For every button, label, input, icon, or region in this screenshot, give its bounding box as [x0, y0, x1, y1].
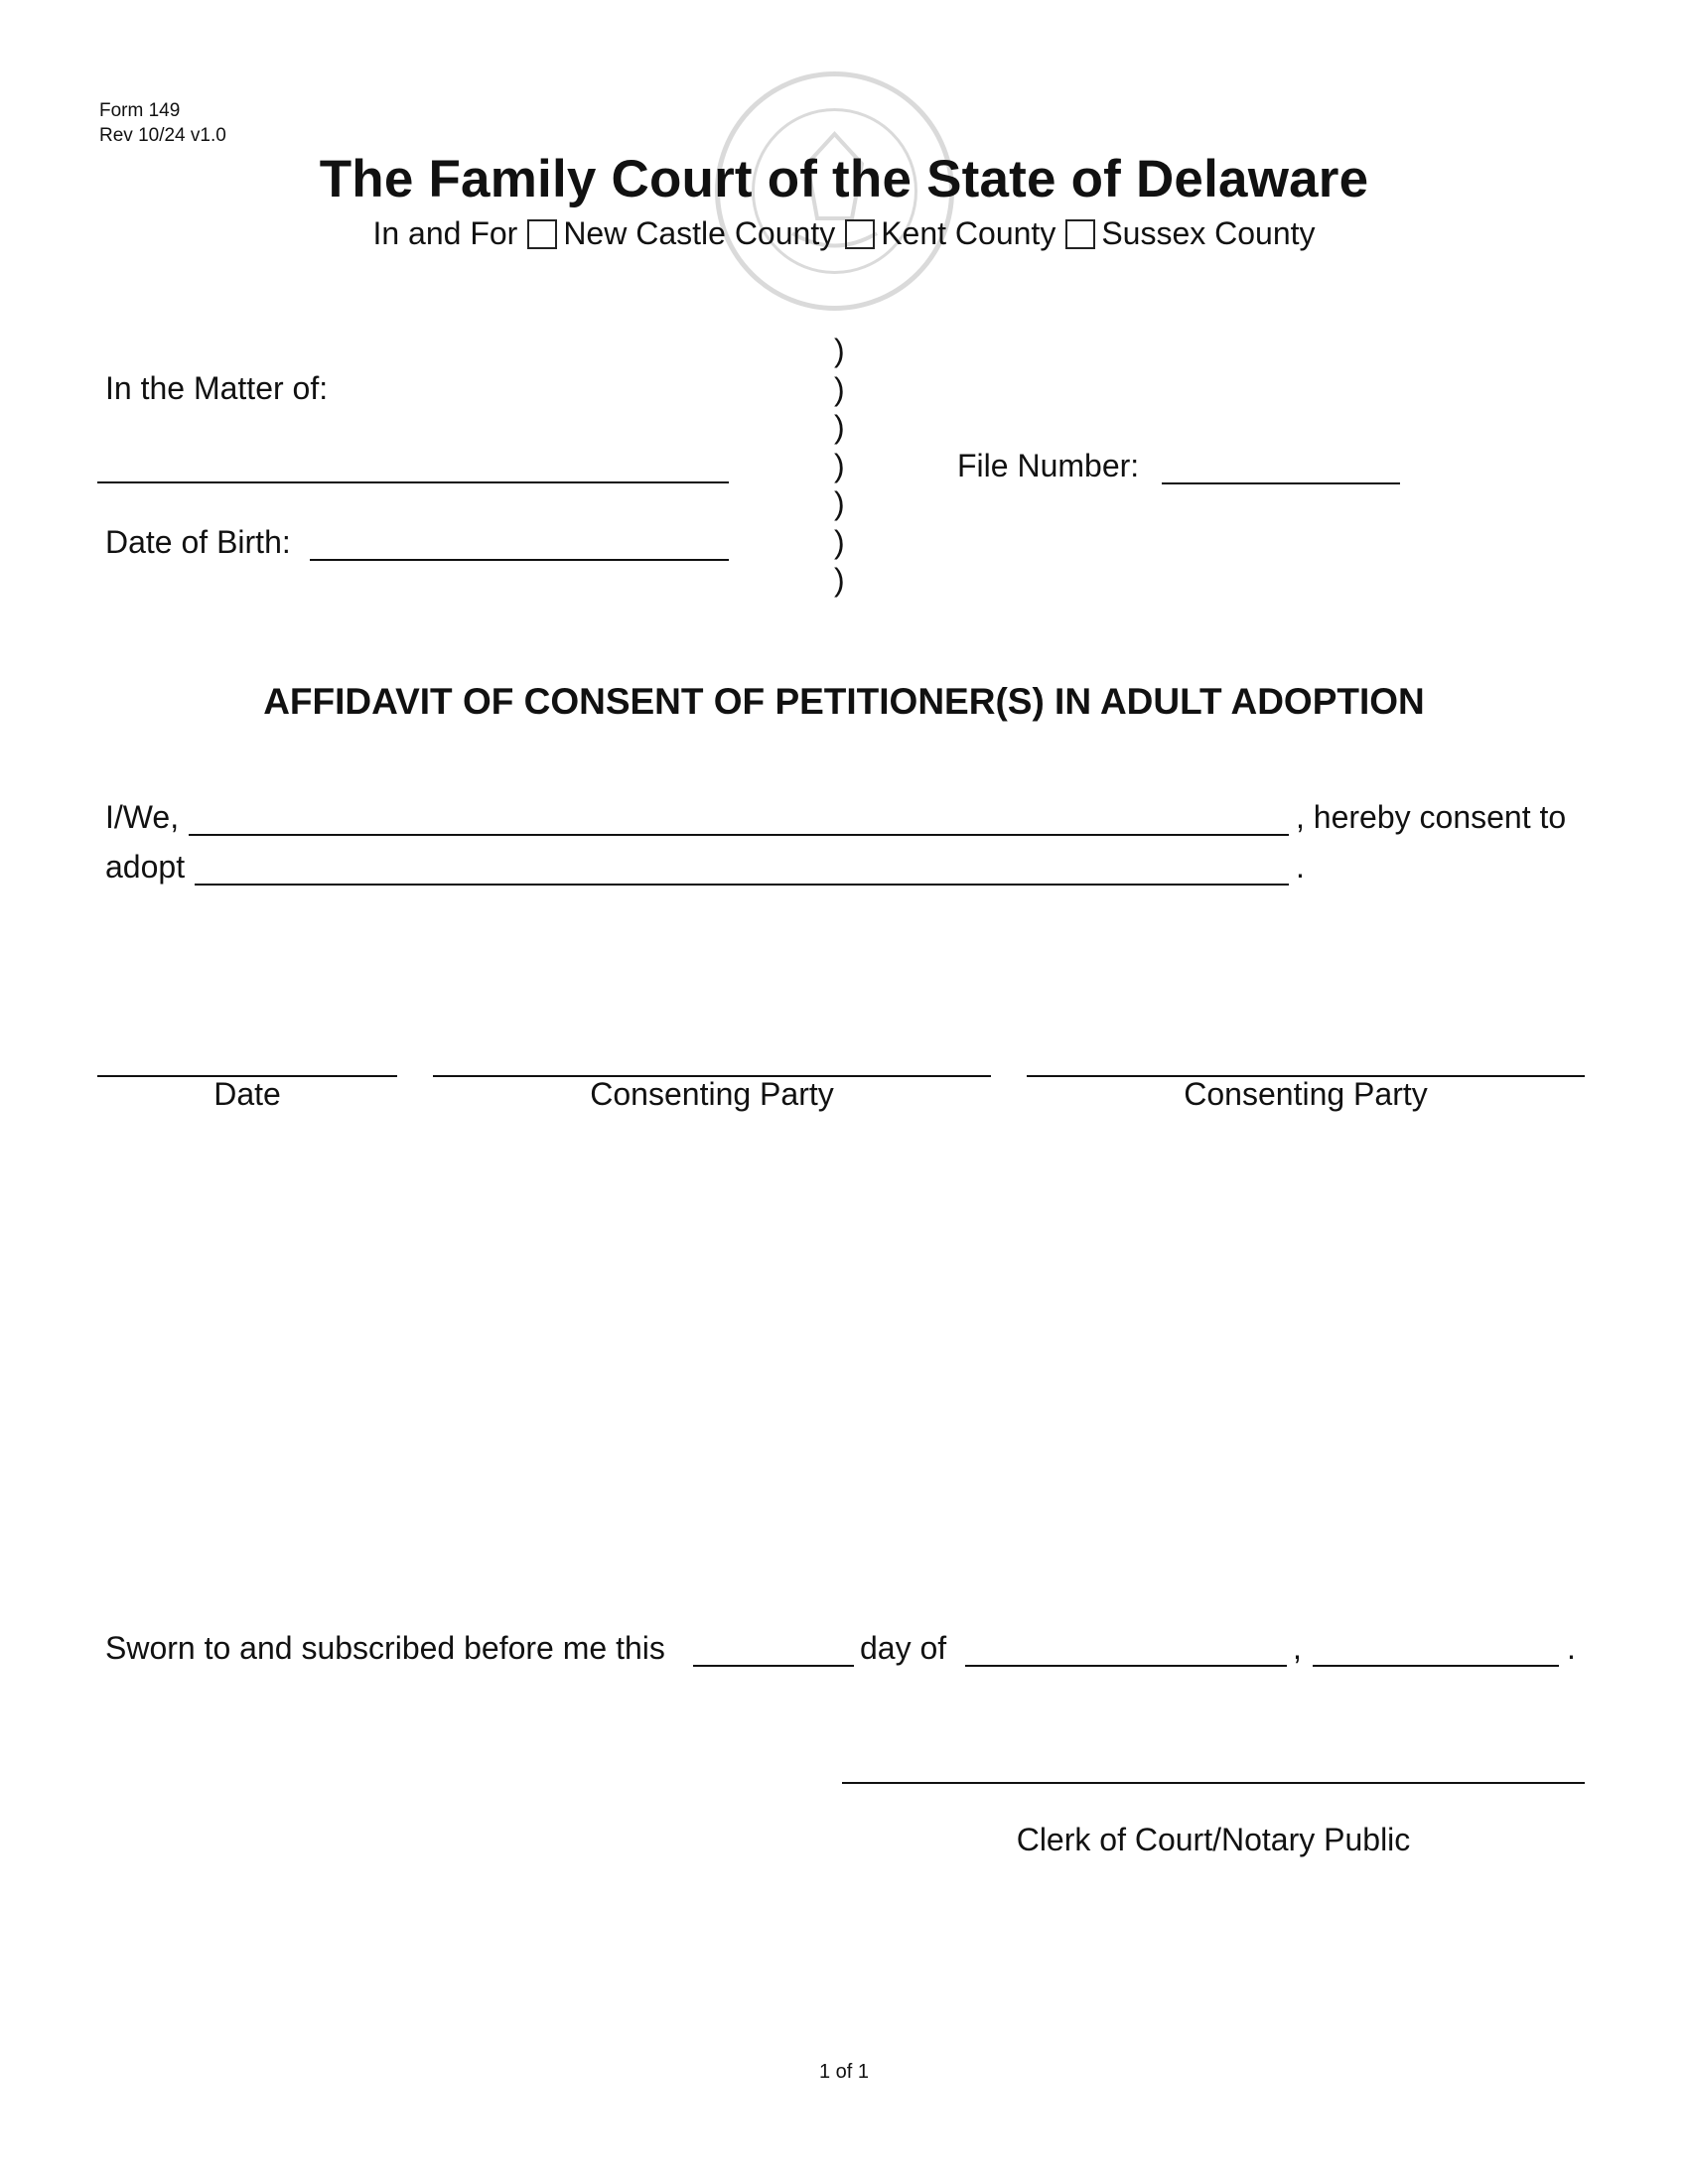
file-number-field[interactable]: [1162, 482, 1400, 484]
adopt-label: adopt: [105, 849, 186, 885]
page-number: 1 of 1: [818, 2061, 870, 2083]
adoptee-name-field[interactable]: [195, 884, 1289, 886]
sworn-day-field[interactable]: [693, 1665, 854, 1667]
clerk-signature-line[interactable]: [842, 1782, 1585, 1784]
sussex-checkbox[interactable]: [1065, 219, 1095, 249]
sworn-month-field[interactable]: [965, 1665, 1287, 1667]
affidavit-heading: AFFIDAVIT OF CONSENT OF PETITIONER(S) IN ADULT ADOPTION: [263, 681, 1425, 722]
date-label: Date: [213, 1076, 281, 1112]
file-number-label: File Number:: [957, 448, 1140, 483]
sussex-label: Sussex County: [1101, 215, 1316, 252]
dob-field[interactable]: [310, 559, 729, 561]
court-title: The Family Court of the State of Delaware: [319, 150, 1369, 208]
form-number: Form 149: [99, 100, 181, 121]
matter-label: In the Matter of:: [105, 370, 329, 406]
clerk-label: Clerk of Court/Notary Public: [1016, 1822, 1411, 1857]
caption-divider: ) ) ) ) ) ) ): [834, 333, 845, 598]
in-and-for-label: In and For: [372, 215, 518, 252]
iwe-label: I/We,: [105, 799, 180, 835]
consenting-party-2-label: Consenting Party: [1184, 1076, 1428, 1112]
sworn-year-field[interactable]: [1313, 1665, 1559, 1667]
kent-checkbox[interactable]: [845, 219, 875, 249]
new-castle-label: New Castle County: [563, 215, 836, 252]
adopt-period: .: [1296, 849, 1305, 885]
day-of-label: day of: [860, 1630, 947, 1666]
consent-suffix: , hereby consent to: [1296, 799, 1567, 835]
new-castle-checkbox[interactable]: [527, 219, 557, 249]
kent-label: Kent County: [881, 215, 1056, 252]
matter-name-field[interactable]: [97, 481, 729, 483]
sworn-comma: ,: [1293, 1630, 1302, 1666]
sworn-prefix: Sworn to and subscribed before me this: [105, 1630, 665, 1666]
consenting-party-1-label: Consenting Party: [590, 1076, 834, 1112]
petitioner-names-field[interactable]: [189, 834, 1289, 836]
county-selector: [0, 213, 1688, 252]
dob-label: Date of Birth:: [105, 524, 291, 560]
sworn-period: .: [1567, 1630, 1576, 1666]
form-revision: Rev 10/24 v1.0: [99, 125, 226, 146]
